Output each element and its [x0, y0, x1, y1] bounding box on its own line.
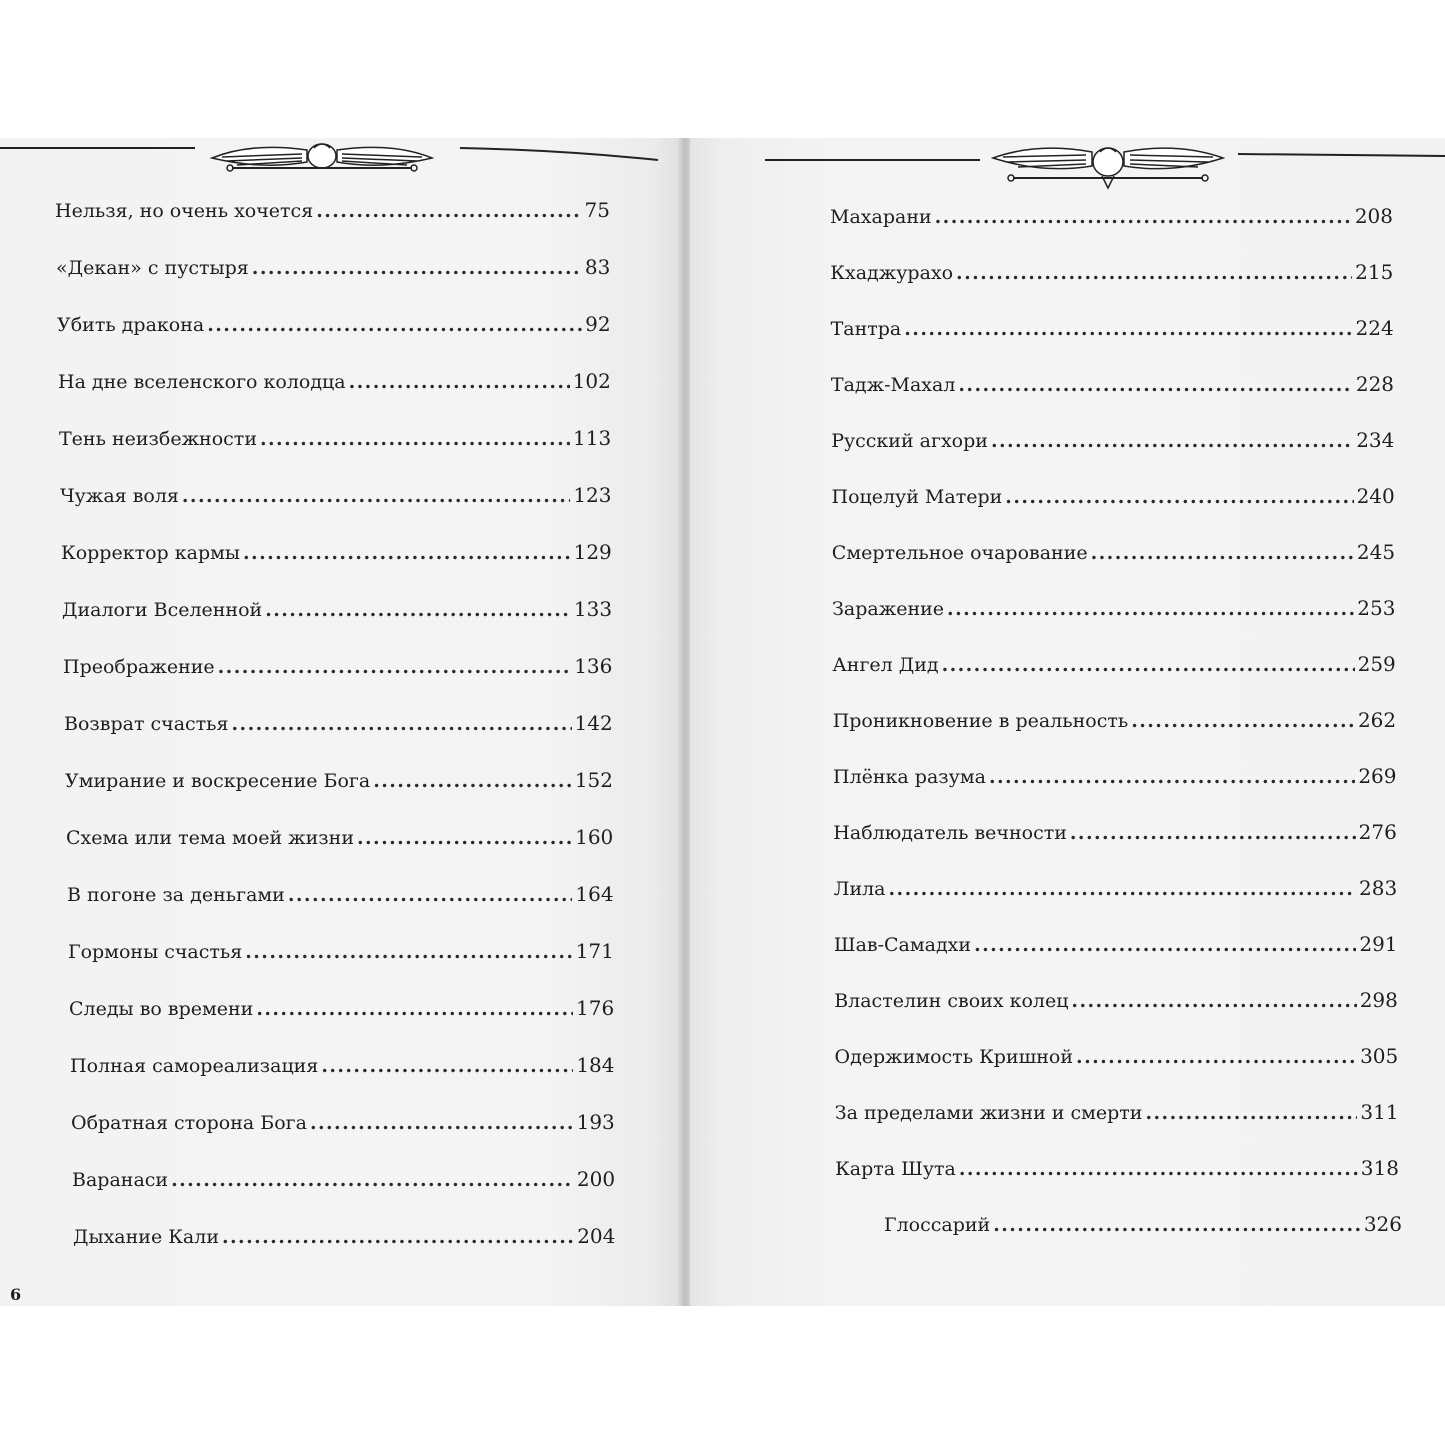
toc-entry-title: Тень неизбежности — [59, 428, 257, 450]
dot-leader — [889, 877, 1356, 901]
dot-leader — [245, 940, 572, 964]
toc-entry-page: 164 — [575, 882, 614, 906]
toc-entry-title: Проникновение в реальность — [832, 710, 1129, 732]
toc-entry-title: Обратная сторона Бога — [71, 1112, 307, 1134]
toc-entry-page: 291 — [1359, 932, 1398, 956]
toc-entry-page: 283 — [1359, 876, 1398, 900]
dot-leader — [958, 373, 1352, 397]
toc-entry — [73, 1224, 615, 1249]
toc-entry — [834, 876, 1398, 901]
toc-entry-page: 204 — [577, 1224, 616, 1248]
toc-entry — [830, 260, 1393, 285]
toc-entry-title: Тантра — [830, 318, 902, 340]
toc-entry-title: Возврат счастья — [64, 713, 229, 735]
toc-entry — [59, 426, 611, 451]
toc-entry-title: Полная самореализация — [70, 1055, 319, 1077]
dot-leader — [1145, 1101, 1357, 1125]
toc-entry-page: 136 — [574, 654, 613, 678]
toc-entry — [72, 1167, 615, 1192]
toc-entry-page: 311 — [1360, 1100, 1399, 1124]
toc-entry — [835, 1100, 1399, 1125]
toc-entry — [62, 597, 612, 622]
dot-leader — [991, 429, 1353, 453]
dot-leader — [321, 1054, 573, 1078]
toc-entry-page: 152 — [574, 768, 613, 792]
toc-entry-page: 318 — [1360, 1156, 1399, 1180]
dot-leader — [316, 199, 581, 223]
dot-leader — [373, 769, 572, 793]
toc-entry-page: 215 — [1355, 260, 1394, 284]
dot-leader — [218, 655, 572, 679]
toc-entry-title: Тадж-Махал — [830, 374, 956, 396]
dot-leader — [310, 1111, 574, 1135]
toc-entry-title: Глоссарий — [884, 1214, 991, 1236]
winged-sun-ornament-right — [690, 138, 1445, 192]
toc-entry — [65, 768, 613, 793]
toc-entry-page: 171 — [575, 939, 614, 963]
toc-entry — [834, 988, 1398, 1013]
dot-leader — [1091, 541, 1354, 565]
toc-entry-title: Кхаджурахо — [830, 262, 954, 284]
toc-entry-page: 326 — [1363, 1212, 1402, 1236]
toc-entry-title: Махарани — [830, 206, 932, 228]
toc-entry-title: Убить дракона — [57, 314, 205, 336]
toc-entry — [835, 1156, 1399, 1181]
dot-leader — [260, 427, 570, 451]
toc-entry — [833, 764, 1397, 789]
toc-entry — [58, 369, 611, 394]
dot-leader — [252, 256, 582, 280]
dot-leader — [243, 541, 571, 565]
toc-entry — [55, 198, 610, 223]
toc-entry-page: 129 — [573, 540, 612, 564]
dot-leader — [207, 313, 582, 337]
toc-entry-title: Поцелуй Матери — [831, 486, 1003, 508]
left-page — [0, 138, 680, 1306]
toc-entry — [66, 825, 613, 850]
toc-entry-title: «Декан» с пустыря — [56, 257, 249, 279]
toc-entry — [884, 1212, 1402, 1237]
toc-entry-page: 262 — [1357, 708, 1397, 732]
toc-entry-title: Чужая воля — [60, 485, 179, 507]
toc-entry — [832, 596, 1395, 621]
dot-leader — [171, 1168, 574, 1192]
toc-entry-title: Русский агхори — [831, 430, 988, 452]
toc-entry-page: 75 — [584, 198, 610, 222]
toc-entry-page: 113 — [573, 426, 612, 450]
toc-entry-page: 208 — [1354, 204, 1393, 228]
toc-entry-page: 253 — [1357, 596, 1396, 620]
dot-leader — [959, 1157, 1358, 1181]
toc-entry-page: 133 — [573, 597, 613, 621]
toc-entry — [831, 372, 1394, 397]
toc-entry — [832, 484, 1395, 509]
dot-leader — [956, 261, 1352, 285]
dot-leader — [349, 370, 570, 394]
toc-entry — [831, 428, 1394, 453]
toc-entry-page: 240 — [1356, 484, 1395, 508]
toc-entry-title: Карта Шута — [835, 1158, 956, 1180]
toc-entry — [64, 711, 613, 736]
toc-entry-page: 193 — [576, 1110, 615, 1134]
dot-leader — [232, 712, 572, 736]
toc-entry-title: Преображение — [63, 656, 215, 678]
dot-leader — [222, 1225, 574, 1249]
toc-entry — [834, 932, 1398, 957]
toc-entry — [70, 1053, 615, 1078]
toc-entry-title: Смертельное очарование — [831, 542, 1088, 564]
toc-entry-title: Одержимость Кришной — [834, 1046, 1074, 1068]
toc-entry — [69, 996, 614, 1021]
toc-entry-title: Лила — [833, 878, 886, 900]
dot-leader — [1005, 485, 1353, 509]
toc-entry-page: 298 — [1359, 988, 1398, 1012]
toc-entry — [60, 483, 612, 508]
dot-leader — [904, 317, 1352, 341]
toc-entry — [56, 255, 610, 280]
dot-leader — [974, 933, 1356, 957]
dot-leader — [357, 826, 572, 850]
toc-entry — [832, 652, 1395, 677]
toc-entry-page: 160 — [575, 825, 614, 849]
toc-entry — [833, 820, 1397, 845]
toc-entry-page: 142 — [574, 711, 613, 735]
dot-leader — [935, 205, 1352, 229]
toc-entry-title: Шав-Самадхи — [833, 934, 972, 956]
toc-entry-page: 276 — [1358, 820, 1397, 844]
toc-entry-title: Схема или тема моей жизни — [66, 827, 354, 849]
dot-leader — [989, 765, 1355, 789]
toc-entry-page: 234 — [1356, 428, 1395, 452]
toc-entry-title: За пределами жизни и смерти — [834, 1102, 1143, 1124]
toc-entry-page: 228 — [1355, 372, 1395, 396]
toc-entry — [57, 312, 611, 337]
dot-leader — [1076, 1045, 1357, 1069]
toc-entry-page: 184 — [576, 1053, 615, 1077]
dot-leader — [256, 997, 573, 1021]
toc-entry-title: Диалоги Вселенной — [62, 599, 263, 621]
dot-leader — [993, 1213, 1361, 1237]
toc-entry-page: 83 — [584, 255, 611, 279]
toc-entry-page: 123 — [573, 483, 612, 507]
toc-entry — [71, 1110, 615, 1135]
toc-entry — [63, 654, 612, 679]
dot-leader — [942, 653, 1355, 677]
toc-entry-title: Дыхание Кали — [73, 1226, 219, 1248]
winged-sun-ornament-left — [0, 138, 680, 178]
toc-entry-page: 176 — [576, 996, 615, 1020]
toc-entry-title: Плёнка разума — [833, 766, 986, 788]
toc-entry — [61, 540, 612, 565]
toc-entry-title: На дне вселенского колодца — [58, 371, 346, 393]
dot-leader — [288, 883, 573, 907]
toc-entry-page: 92 — [585, 312, 611, 336]
toc-entry — [831, 316, 1394, 341]
toc-entry-title: Властелин своих колец — [834, 990, 1069, 1012]
right-page — [690, 138, 1445, 1306]
toc-entry-page: 269 — [1358, 764, 1397, 788]
dot-leader — [182, 484, 570, 508]
toc-entry-page: 259 — [1357, 652, 1396, 676]
toc-entry — [68, 939, 614, 964]
toc-entry-page: 200 — [576, 1167, 616, 1191]
toc-entry-title: Нельзя, но очень хочется — [55, 200, 314, 222]
toc-entry-title: Гормоны счастья — [68, 941, 243, 963]
toc-entry-title: Умирание и воскресение Бога — [65, 770, 371, 792]
toc-entry-title: Корректор кармы — [61, 542, 241, 564]
toc-entry — [830, 204, 1393, 229]
dot-leader — [1071, 989, 1356, 1013]
toc-entry — [835, 1044, 1399, 1069]
toc-entry-title: Заражение — [832, 598, 945, 620]
toc-entry — [833, 708, 1396, 733]
toc-entry — [67, 882, 614, 907]
toc-entry-page: 305 — [1360, 1044, 1399, 1068]
toc-entry-title: Варанаси — [72, 1169, 169, 1191]
dot-leader — [1131, 709, 1355, 733]
toc-entry-title: Следы во времени — [69, 998, 254, 1020]
dot-leader — [1070, 821, 1356, 845]
toc-entry-page: 245 — [1356, 540, 1396, 564]
toc-entry-page: 102 — [572, 369, 611, 393]
toc-entry-title: Ангел Дид — [832, 654, 939, 676]
dot-leader — [947, 597, 1354, 621]
page-number: 6 — [10, 1285, 22, 1304]
toc-entry-title: В погоне за деньгами — [67, 884, 285, 906]
toc-entry-page: 224 — [1355, 316, 1394, 340]
toc-entry — [832, 540, 1395, 565]
dot-leader — [265, 598, 571, 622]
toc-entry-title: Наблюдатель вечности — [833, 822, 1067, 844]
